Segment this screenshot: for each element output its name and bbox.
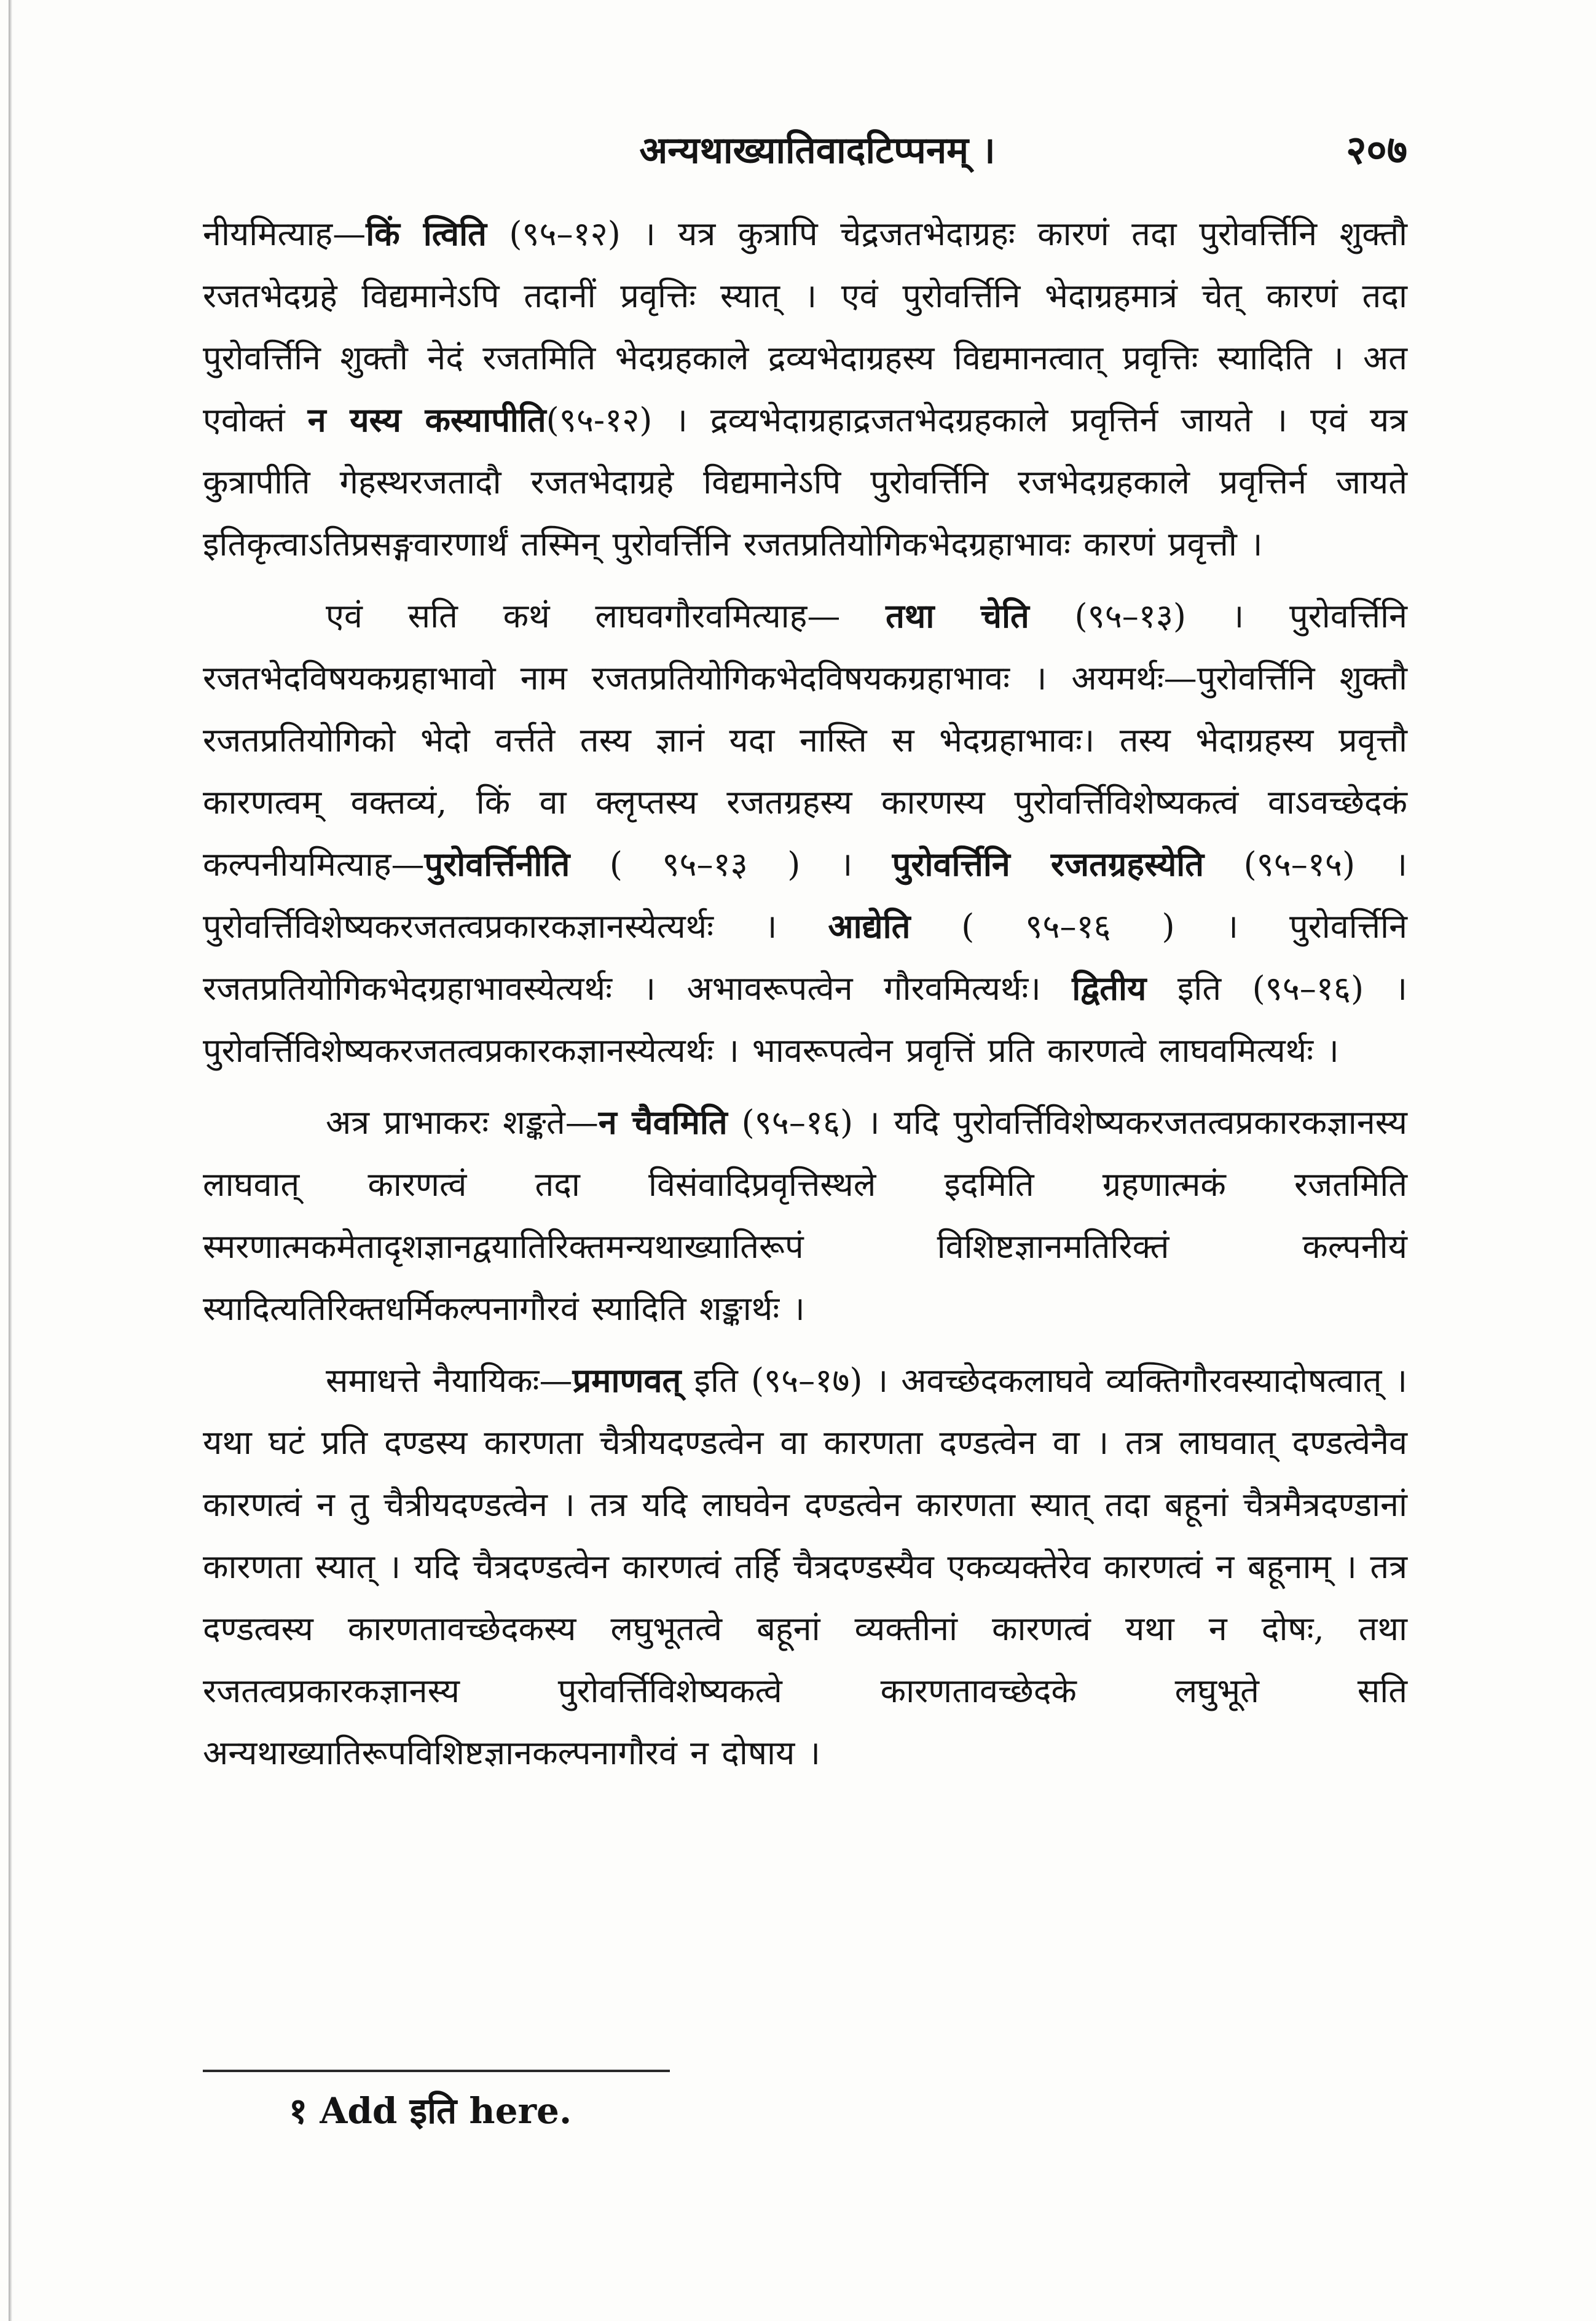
paragraph — [203, 585, 1407, 1082]
text-run: अत्र प्राभाकरः शङ्कते— — [326, 1103, 599, 1142]
page-header — [203, 117, 1407, 184]
text-run: ( ९५–१६ ) । पुरोवर्त्तिनि रजतप्रतियोगिकभेदग्रहाभावस्येत्यर्थः । अभावरूपत्वेन गौरवमित्यर्थः। — [203, 907, 1407, 1008]
bold-phrase: न यस्य कस्यापीति — [307, 400, 546, 439]
text-run: (९५–१६) । यदि पुरोवर्त्तिविशेष्यकरजतत्वप्रकारकज्ञानस्य लाघवात् कारणत्वं तदा विसंवादिप्रवृत्तिस्थले इदमिति ग्रहणात्मकं रजतमिति स्मरणात्मकमेतादृशज्ञानद्वयातिरिक्तमन्यथाख्यातिरूपं विशिष्टज्ञानमतिरिक्तं कल्पनीयं स्यादित्यतिरिक्तधर्मिकल्पनागौरवं स्यादिति शङ्कार्थः । — [203, 1103, 1407, 1328]
text-run: इति (९५–१६) । पुरोवर्त्तिविशेष्यकरजतत्वप्रकारकज्ञानस्येत्यर्थः । भावरूपत्वेन प्रवृत्तिं प्रति कारणत्वे लाघवमित्यर्थः । — [203, 969, 1407, 1070]
text-run: (९५–१५) । पुरोवर्त्तिविशेष्यकरजतत्वप्रकारकज्ञानस्येत्यर्थः । — [203, 845, 1408, 946]
paragraph — [203, 1349, 1407, 1784]
text-run: नीयमित्याह— — [203, 214, 366, 253]
text-run: एवं सति कथं लाघवगौरवमित्याह— — [326, 597, 886, 635]
text-run: (९५-१२) । द्रव्यभेदाग्रहाद्रजतभेदग्रहकाले प्रवृत्तिर्न जायते । एवं यत्र कुत्रापीति गेहस्थरजतादौ रजतभेदाग्रहे विद्यमानेऽपि पुरोवर्त्तिनि रजभेदग्रहकाले प्रवृत्तिर्न जायते इतिकृत्वाऽतिप्रसङ्गवारणार्थं तस्मिन् पुरोवर्त्तिनि रजतप्रतियोगिकभेदग्रहाभावः कारणं प्रवृत्तौ । — [203, 401, 1407, 564]
scan-edge-shadow — [9, 0, 12, 2321]
bold-phrase: आद्येति — [828, 906, 911, 946]
footnote — [289, 2080, 572, 2142]
text-run: समाधत्ते नैयायिकः— — [326, 1361, 573, 1400]
bold-phrase: पुरोवर्त्तिनि रजतग्रहस्येति — [892, 844, 1205, 884]
paragraph — [203, 1091, 1407, 1340]
text-run: इति (९५–१७) । अवच्छेदकलाघवे व्यक्तिगौरवस्यादोषत्वात् । यथा घटं प्रति दण्डस्य कारणता चैत्रीयदण्डत्वेन वा कारणता दण्डत्वेन वा । तत्र लाघवात् दण्डत्वेनैव कारणत्वं न तु चैत्रीयदण्डत्वेन । तत्र यदि लाघवेन दण्डत्वेन कारणता स्यात् तदा बहूनां चैत्रमैत्रदण्डानां कारणता स्यात् । यदि चैत्रदण्डत्वेन कारणत्वं तर्हि चैत्रदण्डस्यैव एकव्यक्तेरेव कारणत्वं न बहूनाम् । तत्र दण्डत्वस्य कारणतावच्छेदकस्य लघुभूतत्वे बहूनां व्यक्तीनां कारणत्वं यथा न दोषः, तथा रजतत्वप्रकारकज्ञानस्य पुरोवर्त्तिविशेष्यकत्वे कारणतावच्छेदके लघुभूते सति अन्यथाख्यातिरूपविशिष्टज्ञानकल्पनागौरवं न दोषाय । — [203, 1361, 1408, 1772]
running-title: अन्यथाख्यातिवादटिप्पनम् । — [639, 129, 996, 172]
paragraph — [203, 203, 1407, 575]
text-run: ( ९५–१३ ) । — [570, 845, 892, 884]
bold-phrase: प्रमाणवत् — [572, 1361, 682, 1400]
bold-phrase: किं त्विति — [366, 214, 487, 253]
bold-phrase: न चैवमिति — [598, 1102, 728, 1142]
bold-phrase: द्वितीय — [1072, 968, 1147, 1008]
text-run: (९५–१३) । पुरोवर्त्तिनि रजतभेदविषयकग्रहाभावो नाम रजतप्रतियोगिकभेदविषयकग्रहाभावः । अयमर्थः—पुरोवर्त्तिनि शुक्तौ रजतप्रतियोगिको भेदो वर्त्तते तस्य ज्ञानं यदा नास्ति स भेदग्रहाभावः। तस्य भेदाग्रहस्य प्रवृत्तौ कारणत्वम् वक्तव्यं, किं वा क्लृप्तस्य रजतग्रहस्य कारणस्य पुरोवर्त्तिविशेष्यकत्वं वाऽवच्छेदकं कल्पनीयमित्याह— — [203, 597, 1407, 884]
bold-phrase: पुरोवर्त्तिनीति — [424, 844, 570, 884]
body-text — [203, 203, 1407, 2065]
footnote-marker: १ — [289, 2090, 308, 2132]
footnote-text: Add इति here. — [320, 2090, 572, 2132]
text-run: (९५–१२) । यत्र कुत्रापि चेद्रजतभेदाग्रहः कारणं तदा पुरोवर्त्तिनि शुक्तौ रजतभेदग्रहे विद्यमानेऽपि तदानीं प्रवृत्तिः स्यात् । एवं पुरोवर्त्तिनि भेदाग्रहमात्रं चेत् कारणं तदा पुरोवर्त्तिनि शुक्तौ नेदं रजतमिति भेदग्रहकाले द्रव्यभेदाग्रहस्य विद्यमानत्वात् प्रवृत्तिः स्यादिति । अत एवोक्तं — [203, 214, 1407, 439]
bold-phrase: तथा चेति — [886, 596, 1029, 635]
page-number: २०७ — [1346, 127, 1407, 173]
footnote-rule — [203, 2070, 670, 2072]
